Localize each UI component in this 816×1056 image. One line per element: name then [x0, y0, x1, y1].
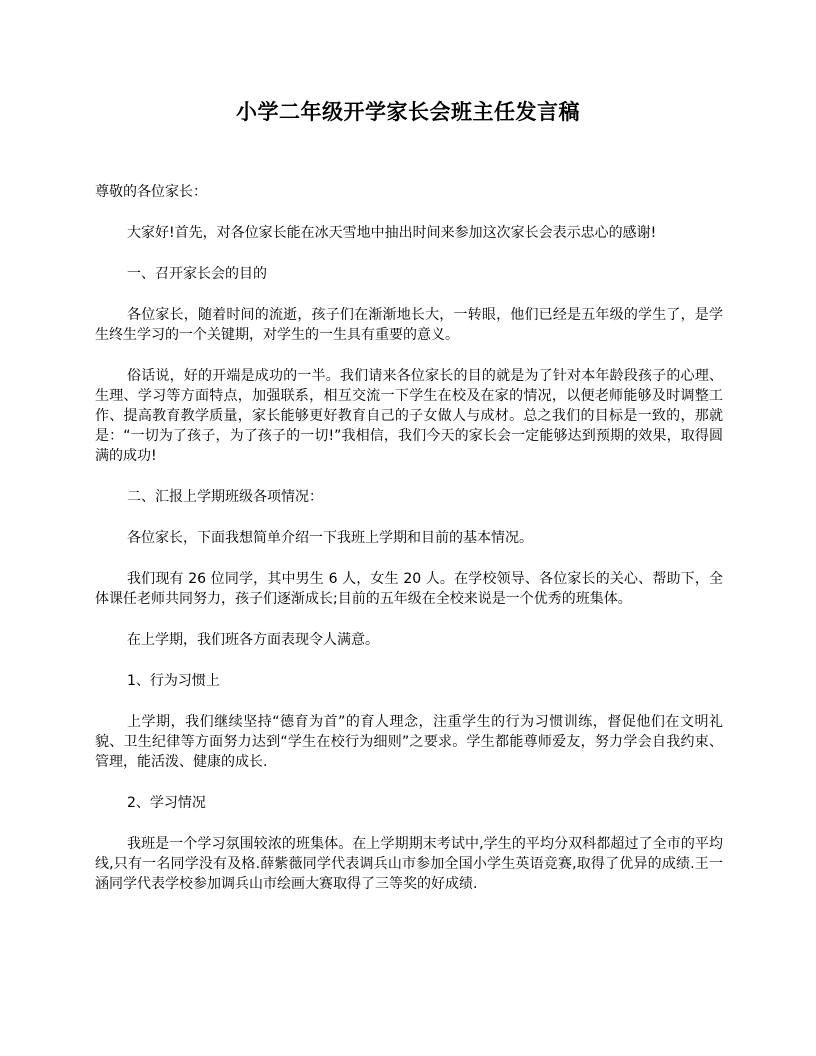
- performance-paragraph: 在上学期，我们班各方面表现令人满意。: [127, 632, 379, 648]
- report-intro-paragraph: 各位家长，下面我想简单介绍一下我班上学期和目前的基本情况。: [127, 530, 533, 546]
- section-heading-purpose: 一、召开家长会的目的: [127, 266, 267, 282]
- subheading-study: 2、学习情况: [127, 795, 206, 811]
- purpose-paragraph-2: 俗话说，好的开端是成功的一半。我们请来各位家长的目的就是为了针对本年龄段孩子的心理、生理、学习等方面特点，加强联系，相互交流一下学生在校及在家的情况，以便老师能够及时调整工作、提高教育教学质量，家长能够更好教育自己的子女做人与成材。总之我们的目标是一致的，那就是：“一切为了孩子，为了孩子的一切!”我相信，我们今天的家长会一定能够达到预期的效果，取得圆满的成功!: [95, 368, 723, 464]
- subheading-behavior: 1、行为习惯上: [127, 673, 220, 689]
- document-title: 小学二年级开学家长会班主任发言稿: [236, 99, 580, 124]
- behavior-paragraph: 上学期，我们继续坚持“德育为首”的育人理念，注重学生的行为习惯训练，督促他们在文明礼貌、卫生纪律等方面努力达到“学生在校行为细则”之要求。学生都能尊师爱友，努力学会自我约束、管理，能活泼、健康的成长.: [95, 714, 723, 770]
- study-paragraph: 我班是一个学习氛围较浓的班集体。在上学期期末考试中,学生的平均分双科都超过了全市的平均线,只有一名同学没有及格.薛紫薇同学代表调兵山市参加全国小学生英语竞赛,取得了优异的成绩.王一涵同学代表学校参加调兵山市绘画大赛取得了三等奖的好成绩.: [95, 836, 723, 892]
- salutation: 尊敬的各位家长：: [95, 184, 207, 200]
- greeting-paragraph: 大家好!首先，对各位家长能在冰天雪地中抽出时间来参加这次家长会表示忠心的感谢!: [127, 225, 657, 241]
- document-body: [95, 182, 723, 915]
- section-heading-report: 二、汇报上学期班级各项情况：: [127, 489, 323, 505]
- class-size-paragraph: 我们现有 26 位同学，其中男生 6 人，女生 20 人。在学校领导、各位家长的关心、帮助下，全体课任老师共同努力，孩子们逐渐成长;目前的五年级在全校来说是一个优秀的班集体。: [95, 571, 723, 607]
- purpose-paragraph-1: 各位家长，随着时间的流逝，孩子们在渐渐地长大，一转眼，他们已经是五年级的学生了，是学生终生学习的一个关键期，对学生的一生具有重要的意义。: [95, 307, 723, 343]
